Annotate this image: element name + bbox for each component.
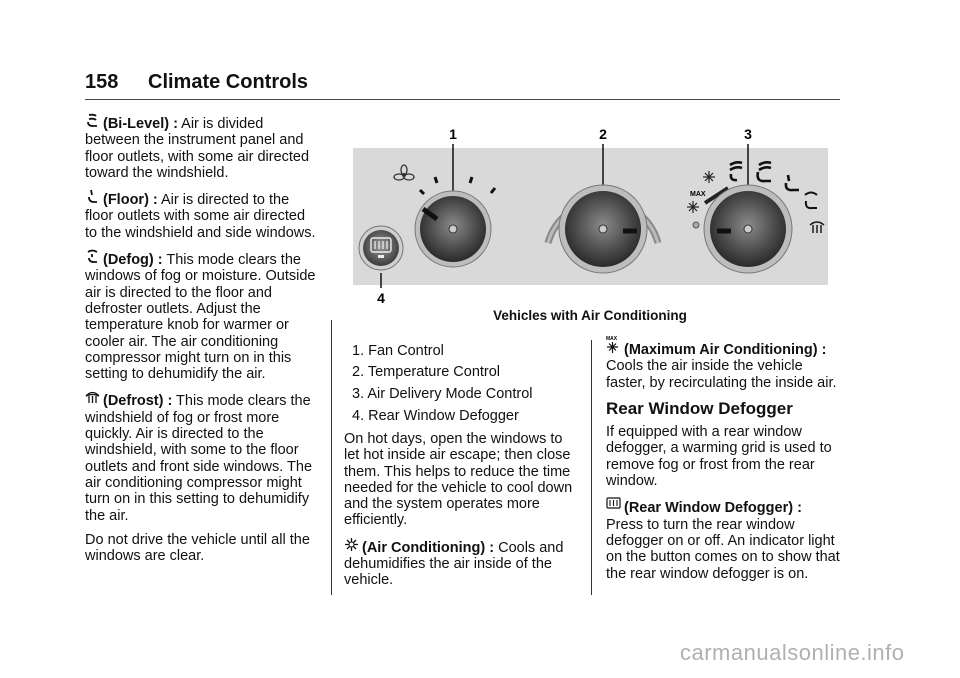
ac-paragraph <box>344 537 579 589</box>
callout-list <box>352 343 582 433</box>
defog-term: (Defog) : <box>103 252 163 269</box>
middle-column-body <box>344 431 579 589</box>
floor-paragraph <box>85 189 320 241</box>
right-column <box>606 335 846 582</box>
rear-defogger-term: (Rear Window Defogger) : <box>624 500 802 517</box>
header-divider <box>85 99 840 100</box>
bilevel-paragraph <box>85 113 320 181</box>
fan-control-knob <box>415 191 491 267</box>
figure-caption: Vehicles with Air Conditioning <box>493 308 687 323</box>
ac-term: (Air Conditioning) : <box>362 539 495 556</box>
max-ac-term: (Maximum Air Conditioning) : <box>624 342 827 358</box>
column-divider-2 <box>591 340 592 595</box>
defrost-term: (Defrost) : <box>103 393 173 410</box>
max-ac-icon <box>606 335 624 358</box>
left-column <box>85 113 320 564</box>
floor-body: Air is directed to the floor outlets with some air directed to the windshield and side windows. <box>85 192 316 241</box>
page-title: Climate Controls <box>148 71 309 93</box>
max-ac-paragraph <box>606 335 846 391</box>
column-divider-1 <box>331 320 332 595</box>
defog-paragraph <box>85 249 320 382</box>
rear-defogger-body: Press to turn the rear window defogger on or off. An indicator light on the button comes on to show that the rear window defogger is on. <box>606 516 840 582</box>
floor-term: (Floor) : <box>103 192 158 209</box>
defrost-paragraph <box>85 390 320 523</box>
list-item: 3. Air Delivery Mode Control <box>352 386 533 402</box>
drive-note: Do not drive the vehicle until all the windows are clear. <box>85 531 310 565</box>
rear-window-defogger-heading: Rear Window Defogger <box>606 398 793 418</box>
defogger-intro: If equipped with a rear window defogger, a warming grid is used to remove fog or frost from the rear window. <box>606 424 832 490</box>
bilevel-term: (Bi-Level) : <box>103 116 178 132</box>
climate-control-figure <box>345 125 835 305</box>
rear-defogger-icon <box>606 497 624 516</box>
bilevel-body: Air is divided between the instrument panel and floor outlets, with some air directed toward the windshield. <box>85 116 310 181</box>
hot-days-paragraph: On hot days, open the windows to let hot inside air escape; then close them. This helps to reduce the time needed for the vehicle to cool down and the system operates more efficiently. <box>344 431 573 529</box>
ac-snowflake-icon <box>344 537 362 556</box>
rear-defogger-button <box>359 226 403 270</box>
callout-2: 2 <box>599 126 607 142</box>
max-label: MAX <box>690 191 706 198</box>
defrost-icon <box>85 390 103 409</box>
defog-mode-icon <box>85 249 103 268</box>
defrost-body: This mode clears the windshield of fog or frost more quickly. Air is directed to the windshield, with some to the floor outlets and front side windows. The air conditioning compressor might turn on in this setting to dehumidify the air. <box>85 393 313 524</box>
list-item: 4. Rear Window Defogger <box>352 408 519 424</box>
svg-text:MAX: MAX <box>606 336 618 342</box>
callout-1: 1 <box>449 126 457 142</box>
air-delivery-mode-knob <box>704 185 792 273</box>
bilevel-mode-icon <box>85 113 103 132</box>
callout-4: 4 <box>377 290 385 305</box>
rear-defogger-paragraph <box>606 497 846 581</box>
floor-mode-icon <box>85 189 103 208</box>
defog-body: This mode clears the windows of fog or moisture. Outside air is directed to the floor and defroster outlets. Adjust the temperature knob for warmer or cooler air. The air conditioning compressor might turn on in this setting to dehumidify the air. <box>85 252 316 383</box>
max-ac-body: Cools the air inside the vehicle faster, by recirculating the inside air. <box>606 358 837 391</box>
callout-3: 3 <box>744 126 752 142</box>
page-number: 158 <box>85 71 119 93</box>
list-item: 1. Fan Control <box>352 343 444 359</box>
list-item: 2. Temperature Control <box>352 364 501 380</box>
watermark[interactable]: carmanualsonline.info <box>680 640 905 665</box>
ac-body: Cools and dehumidifies the air inside of the vehicle. <box>344 539 564 589</box>
